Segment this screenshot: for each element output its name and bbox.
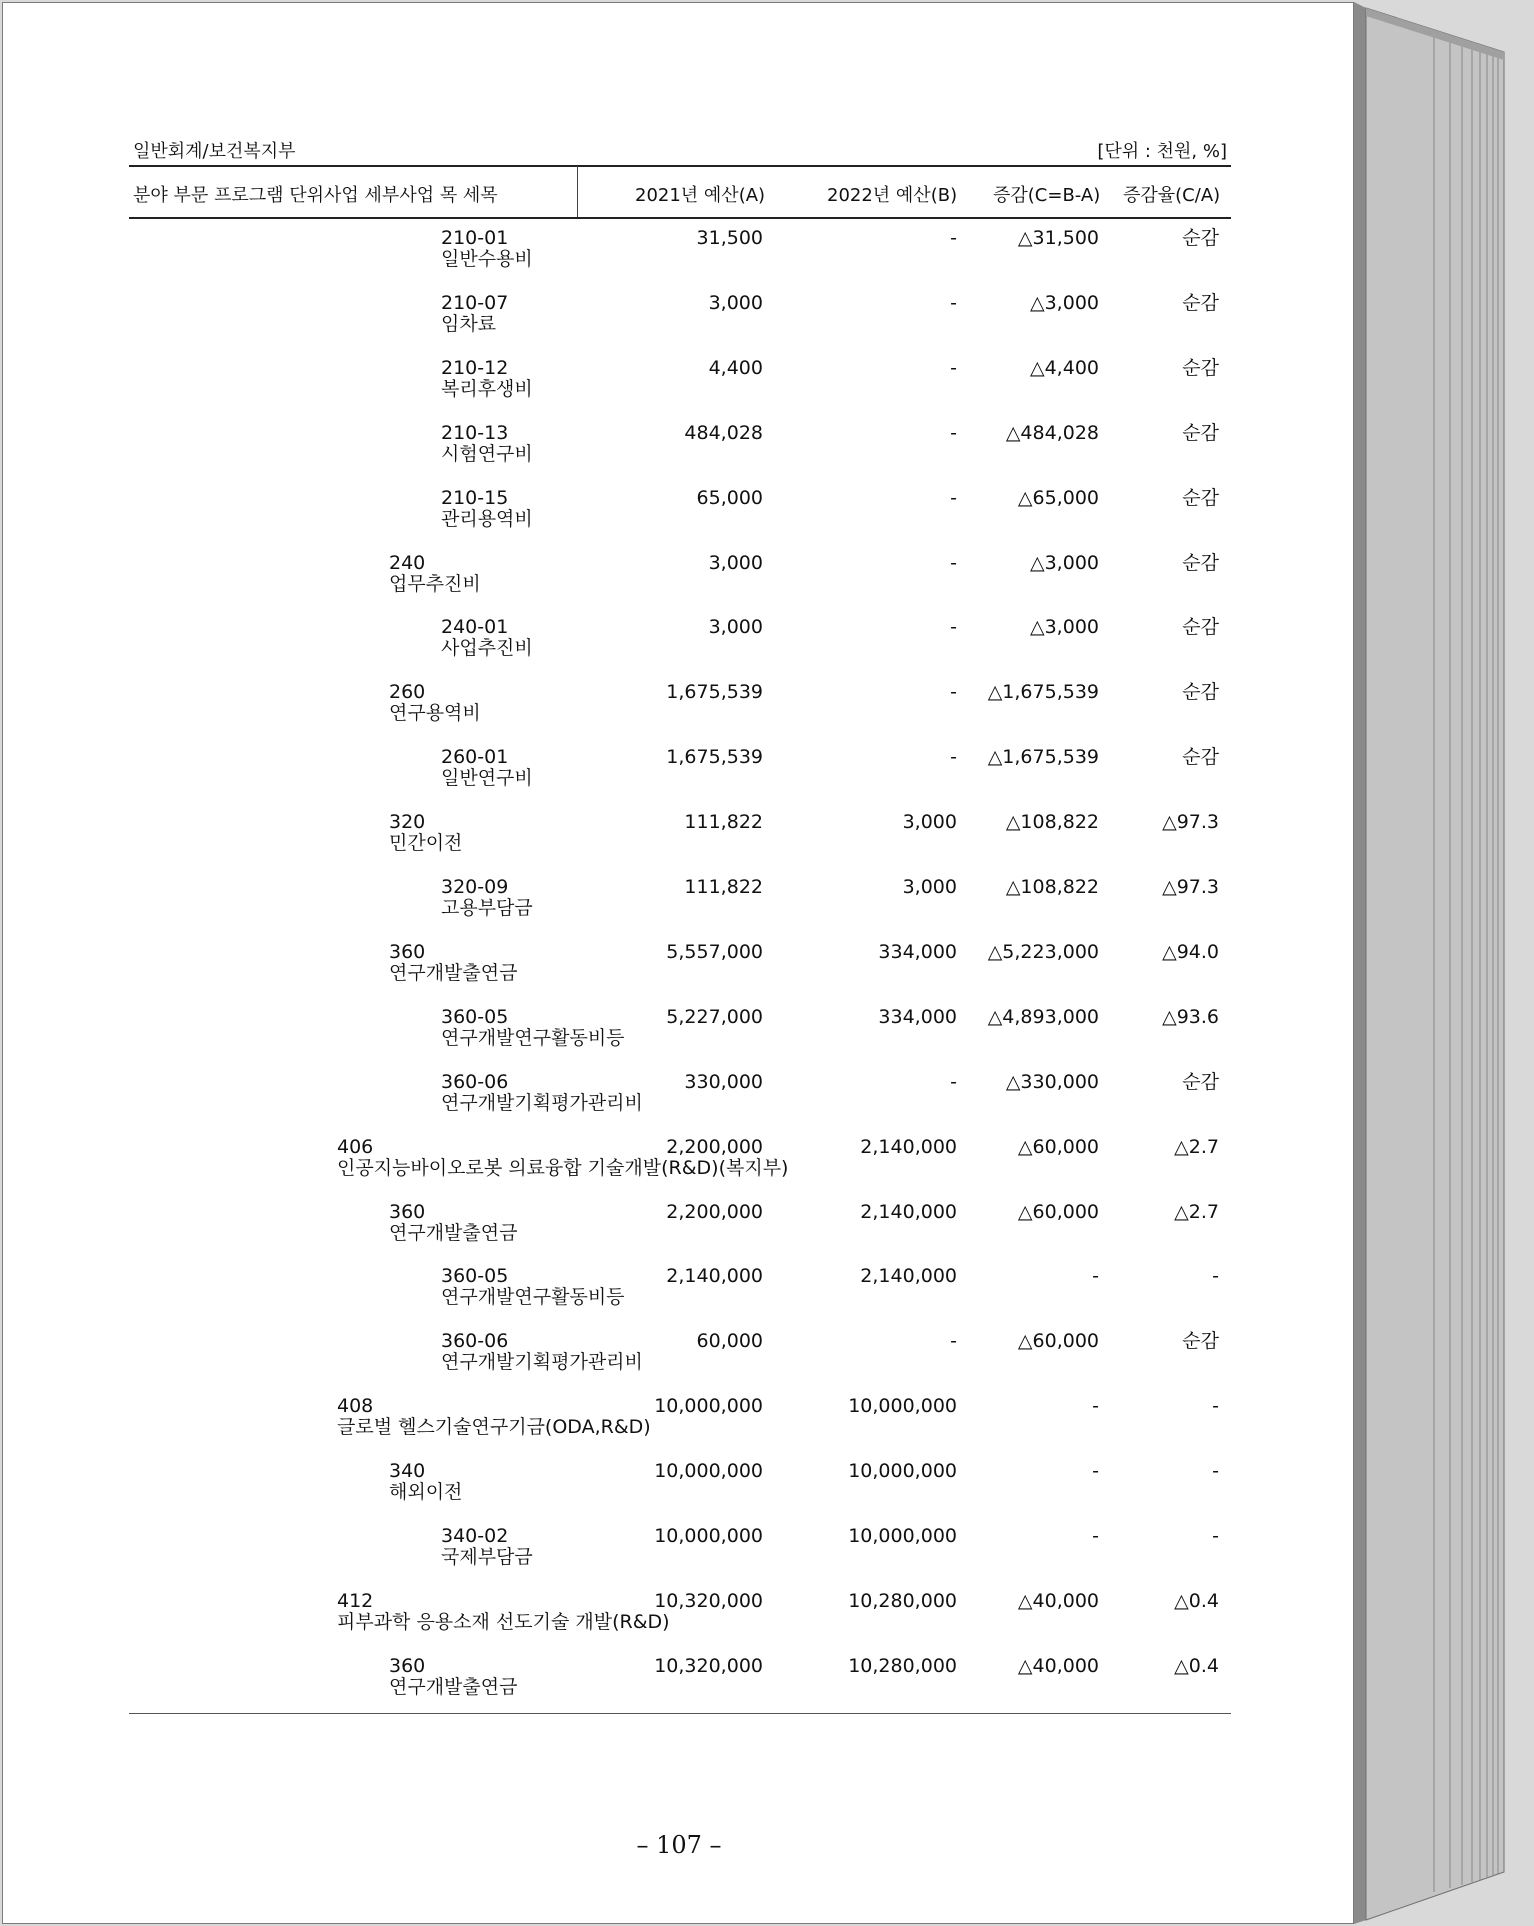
- row-name: 연구용역비: [389, 702, 481, 725]
- table-row: [3, 1266, 1355, 1331]
- value-change-rate: -: [1212, 1525, 1219, 1547]
- table-row: [3, 1526, 1355, 1591]
- value-2021: 10,000,000: [654, 1525, 763, 1547]
- value-2022: 10,280,000: [848, 1654, 957, 1677]
- row-code: 406: [337, 1135, 374, 1158]
- value-2021: 5,557,000: [666, 940, 763, 963]
- value-2022: -: [950, 1330, 957, 1353]
- table-row: [3, 617, 1355, 682]
- row-name: 글로벌 헬스기술연구기금(ODA,R&D): [337, 1416, 651, 1439]
- row-label: [441, 293, 508, 335]
- value-2021: 10,000,000: [654, 1460, 763, 1483]
- row-name: 일반연구비: [441, 767, 533, 790]
- value-2022: 2,140,000: [860, 1135, 957, 1158]
- row-code: 360-05: [441, 1265, 509, 1288]
- value-2022: -: [950, 551, 957, 574]
- row-label: [337, 1396, 651, 1438]
- row-code: 210-15: [441, 486, 509, 509]
- value-change-rate: 순감: [1182, 616, 1219, 639]
- table-row: [3, 812, 1355, 877]
- row-code: 260-01: [441, 746, 509, 769]
- table-row: [3, 1137, 1355, 1202]
- row-label: [389, 1202, 517, 1244]
- row-code: 360-05: [441, 1005, 509, 1028]
- row-code: 360: [389, 1654, 426, 1677]
- value-change: △330,000: [1005, 1070, 1099, 1093]
- row-name: 관리용역비: [441, 507, 533, 530]
- row-label: [441, 1526, 533, 1568]
- row-name: 연구개발출연금: [389, 1221, 518, 1244]
- value-change-rate: △0.4: [1174, 1654, 1219, 1677]
- row-label: [441, 488, 533, 530]
- value-change-rate: 순감: [1182, 421, 1219, 444]
- row-label: [389, 553, 481, 595]
- value-2021: 2,200,000: [666, 1200, 763, 1223]
- document-page: [2, 2, 1354, 1924]
- table-row: [3, 488, 1355, 553]
- row-name: 연구개발연구활동비등: [441, 1026, 625, 1049]
- value-2022: 3,000: [902, 876, 957, 898]
- col-budget-2021: 2021년 예산(A): [635, 185, 766, 206]
- value-2021: 330,000: [684, 1070, 763, 1093]
- value-change-rate: 순감: [1182, 681, 1219, 704]
- value-2021: 2,200,000: [666, 1135, 763, 1158]
- value-2021: 2,140,000: [666, 1265, 763, 1288]
- row-name: 임차료: [441, 312, 497, 335]
- value-2021: 484,028: [684, 421, 763, 444]
- table-row: [3, 1461, 1355, 1526]
- row-name: 사업추진비: [441, 637, 533, 660]
- value-change-rate: △2.7: [1174, 1200, 1219, 1223]
- col-change: 증감(C=B-A): [993, 185, 1101, 206]
- value-change-rate: 순감: [1182, 486, 1219, 509]
- row-code: 408: [337, 1395, 374, 1418]
- value-change-rate: 순감: [1182, 746, 1219, 769]
- value-2021: 1,675,539: [666, 681, 763, 704]
- value-2022: 2,140,000: [860, 1265, 957, 1288]
- row-name: 연구개발연구활동비등: [441, 1286, 625, 1309]
- value-2022: -: [950, 486, 957, 509]
- value-2021: 3,000: [708, 551, 763, 574]
- value-change: -: [1092, 1395, 1099, 1418]
- value-change-rate: 순감: [1182, 1070, 1219, 1093]
- header-bottom-rule: [129, 217, 1231, 219]
- col-change-rate: 증감율(C/A): [1123, 185, 1221, 206]
- row-label: [441, 877, 533, 919]
- table-row: [3, 228, 1355, 293]
- value-change: △60,000: [1017, 1200, 1099, 1223]
- row-name: 연구개발출연금: [389, 1675, 518, 1698]
- value-2021: 10,320,000: [654, 1654, 763, 1677]
- table-row: [3, 1202, 1355, 1267]
- row-label: [441, 228, 533, 270]
- table-row: [3, 1591, 1355, 1656]
- row-label: [441, 747, 533, 789]
- value-change-rate: △93.6: [1162, 1005, 1219, 1028]
- value-change: △1,675,539: [987, 681, 1099, 704]
- col-hierarchy: 분야 부문 프로그램 단위사업 세부사업 목 세목: [133, 185, 498, 206]
- row-label: [389, 812, 462, 854]
- value-change-rate: 순감: [1182, 291, 1219, 314]
- value-change: △3,000: [1029, 551, 1099, 574]
- row-code: 360-06: [441, 1330, 509, 1353]
- row-name: 인공지능바이오로봇 의료융합 기술개발(R&D)(복지부): [337, 1156, 789, 1179]
- value-change-rate: 순감: [1182, 356, 1219, 379]
- value-2022: -: [950, 227, 957, 249]
- value-change: △40,000: [1017, 1589, 1099, 1612]
- row-name: 시험연구비: [441, 442, 533, 465]
- table-row: [3, 1331, 1355, 1396]
- value-2021: 111,822: [684, 876, 763, 898]
- row-name: 피부과학 응용소재 선도기술 개발(R&D): [337, 1610, 670, 1633]
- value-2022: 10,000,000: [848, 1525, 957, 1547]
- value-2021: 1,675,539: [666, 746, 763, 769]
- value-change-rate: △97.3: [1162, 876, 1219, 898]
- row-name: 국제부담금: [441, 1546, 533, 1568]
- value-change-rate: -: [1212, 1395, 1219, 1418]
- table-row: [3, 682, 1355, 747]
- value-change: -: [1092, 1460, 1099, 1483]
- value-change: △108,822: [1005, 876, 1099, 898]
- table-row: [3, 1007, 1355, 1072]
- value-change: △3,000: [1029, 616, 1099, 639]
- value-2022: -: [950, 421, 957, 444]
- row-name: 연구개발기획평가관리비: [441, 1091, 643, 1114]
- row-label: [389, 1461, 462, 1503]
- row-name: 연구개발기획평가관리비: [441, 1351, 643, 1374]
- row-name: 연구개발출연금: [389, 961, 518, 984]
- value-change: △4,893,000: [987, 1005, 1099, 1028]
- row-code: 210-01: [441, 227, 509, 249]
- value-change-rate: -: [1212, 1460, 1219, 1483]
- page-number: – 107 –: [636, 1831, 722, 1859]
- table-row: [3, 423, 1355, 488]
- value-2022: -: [950, 746, 957, 769]
- page-header: [129, 137, 1231, 161]
- table-bottom-rule: [129, 1713, 1231, 1714]
- row-code: 320: [389, 811, 426, 834]
- row-name: 민간이전: [389, 832, 463, 855]
- row-code: 320-09: [441, 876, 509, 898]
- value-change-rate: 순감: [1182, 227, 1219, 249]
- value-2022: 334,000: [878, 940, 957, 963]
- row-code: 240: [389, 551, 426, 574]
- row-code: 340-02: [441, 1525, 509, 1547]
- value-change: △3,000: [1029, 291, 1099, 314]
- row-label: [441, 1266, 625, 1308]
- row-label: [441, 423, 533, 465]
- row-code: 210-13: [441, 421, 509, 444]
- row-code: 340: [389, 1460, 426, 1483]
- row-code: 360: [389, 940, 426, 963]
- row-code: 210-07: [441, 291, 509, 314]
- value-2021: 111,822: [684, 811, 763, 834]
- table-row: [3, 293, 1355, 358]
- value-2022: 334,000: [878, 1005, 957, 1028]
- row-code: 412: [337, 1589, 374, 1612]
- table-row: [3, 553, 1355, 618]
- row-label: [441, 617, 533, 659]
- header-unit: [단위 : 천원, %]: [1097, 141, 1227, 162]
- value-change: △1,675,539: [987, 746, 1099, 769]
- value-change-rate: 순감: [1182, 551, 1219, 574]
- header-account: 일반회계/보건복지부: [133, 141, 296, 162]
- row-name: 해외이전: [389, 1481, 463, 1504]
- row-name: 복리후생비: [441, 377, 533, 400]
- value-change-rate: 순감: [1182, 1330, 1219, 1353]
- row-label: [389, 1656, 517, 1698]
- row-label: [441, 358, 533, 400]
- header-column-divider: [577, 166, 578, 218]
- value-change: △108,822: [1005, 811, 1099, 834]
- row-label: [337, 1591, 670, 1633]
- row-name: 고용부담금: [441, 897, 533, 919]
- value-2021: 5,227,000: [666, 1005, 763, 1028]
- table-row: [3, 747, 1355, 812]
- row-label: [389, 942, 517, 984]
- value-change-rate: △94.0: [1162, 940, 1219, 963]
- value-2022: 10,280,000: [848, 1589, 957, 1612]
- value-2022: -: [950, 291, 957, 314]
- row-code: 360-06: [441, 1070, 509, 1093]
- table-row: [3, 1072, 1355, 1137]
- value-2021: 4,400: [708, 356, 763, 379]
- row-code: 260: [389, 681, 426, 704]
- value-2022: 3,000: [902, 811, 957, 834]
- value-change: △31,500: [1017, 227, 1099, 249]
- value-change-rate: -: [1212, 1265, 1219, 1288]
- value-2021: 3,000: [708, 616, 763, 639]
- table-row: [3, 358, 1355, 423]
- value-change: △5,223,000: [987, 940, 1099, 963]
- value-change: △40,000: [1017, 1654, 1099, 1677]
- row-code: 210-12: [441, 356, 509, 379]
- value-2021: 3,000: [708, 291, 763, 314]
- value-change: △4,400: [1029, 356, 1099, 379]
- book-page-edges: [1354, 2, 1532, 1924]
- row-label: [441, 1072, 643, 1114]
- value-2021: 10,320,000: [654, 1589, 763, 1612]
- row-label: [389, 682, 481, 724]
- value-change-rate: △2.7: [1174, 1135, 1219, 1158]
- value-change: -: [1092, 1525, 1099, 1547]
- value-2022: 2,140,000: [860, 1200, 957, 1223]
- value-change: △484,028: [1005, 421, 1099, 444]
- value-2022: -: [950, 616, 957, 639]
- value-2022: -: [950, 681, 957, 704]
- value-2022: 10,000,000: [848, 1395, 957, 1418]
- value-2022: 10,000,000: [848, 1460, 957, 1483]
- row-code: 240-01: [441, 616, 509, 639]
- col-budget-2022: 2022년 예산(B): [827, 185, 958, 206]
- value-2022: -: [950, 1070, 957, 1093]
- table-row: [3, 1656, 1355, 1721]
- table-top-rule: [129, 165, 1231, 167]
- row-name: 일반수용비: [441, 248, 533, 270]
- value-change-rate: △0.4: [1174, 1589, 1219, 1612]
- table-row: [3, 877, 1355, 942]
- row-label: [441, 1331, 643, 1373]
- value-change: △65,000: [1017, 486, 1099, 509]
- value-2021: 31,500: [696, 227, 763, 249]
- table-row: [3, 942, 1355, 1007]
- value-2021: 65,000: [696, 486, 763, 509]
- value-2021: 10,000,000: [654, 1395, 763, 1418]
- table-row: [3, 1396, 1355, 1461]
- row-label: [441, 1007, 625, 1049]
- row-name: 업무추진비: [389, 572, 481, 595]
- row-code: 360: [389, 1200, 426, 1223]
- value-change-rate: △97.3: [1162, 811, 1219, 834]
- value-2021: 60,000: [696, 1330, 763, 1353]
- value-2022: -: [950, 356, 957, 379]
- value-change: △60,000: [1017, 1330, 1099, 1353]
- value-change: -: [1092, 1265, 1099, 1288]
- value-change: △60,000: [1017, 1135, 1099, 1158]
